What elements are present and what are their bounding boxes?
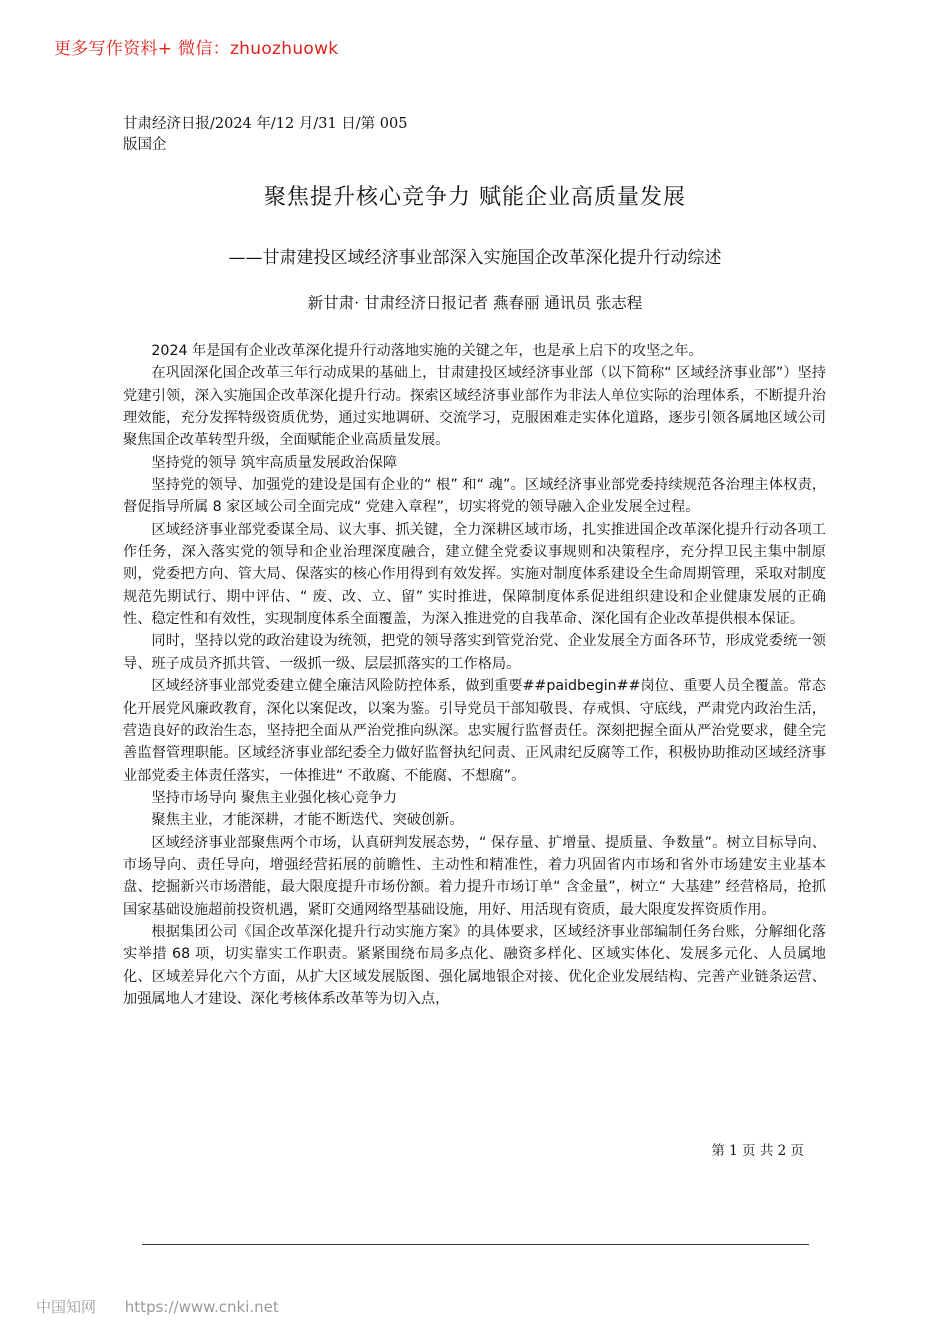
paragraph: 区域经济事业部党委建立健全廉洁风险防控体系，做到重要##paidbegin##岗位、重要人员全覆盖。常态化开展党风廉政教育，深化以案促改，以案为鉴。引导党员干部知敬畏、存戒惧、守底线，严肃党内政治生活，营造良好的政治生态，坚持把全面从严治党推向纵深。忠实履行监督责任。深刻把握全面从严治党要求，健全完善监督管理职能。区域经济事业部纪委全力做好监督执纪问责、正风肃纪反腐等工作，积极协助推动区域经济事业部党委主体责任落实，一体推进“ 不敢腐、不能腐、不想腐”。: [123, 678, 826, 784]
watermark-site: 中国知网: [36, 1298, 97, 1316]
paragraph: 2024 年是国有企业改革深化提升行动落地实施的关键之年，也是承上启下的攻坚之年。: [151, 343, 703, 359]
article-byline: 新甘肃· 甘肃经济日报记者 燕春丽 通讯员 张志程: [307, 294, 643, 312]
watermark: [36, 1296, 279, 1317]
article-body: [123, 340, 826, 1010]
paragraph: 区域经济事业部聚焦两个市场，认真研判发展态势，“ 保存量、扩增量、提质量、争数量”。树立目标导向、市场导向、责任导向，增强经营拓展的前瞻性、主动性和精准性，着力巩固省内市场和省外市场建安主业基本盘、挖掘新兴市场潜能，最大限度提升市场份额。着力提升市场订单“ 含金量”，树立“ 大基建” 经营格局，抢抓国家基础设施超前投资机遇，紧盯交通网络型基础设施，用好、用活现有资质，最大限度发挥资质作用。: [123, 834, 826, 918]
article-subtitle: ——甘肃建投区域经济事业部深入实施国企改革深化提升行动综述: [228, 248, 722, 268]
promo-banner: 更多写作资料+ 微信：zhuozhuowk: [54, 39, 339, 59]
page-number: 第 1 页 共 2 页: [711, 1143, 804, 1159]
paragraph: 同时，坚持以党的政治建设为统领，把党的领导落实到管党治党、企业发展全方面各环节，形成党委统一领导、班子成员齐抓共管、一级抓一级、层层抓落实的工作格局。: [123, 633, 826, 672]
paragraph: 区域经济事业部党委谋全局、议大事、抓关键，全力深耕区域市场，扎实推进国企改革深化提升行动各项工作任务，深入落实党的领导和企业治理深度融合，建立健全党委议事规则和决策程序，充分捍卫民主集中制原则，党委把方向、管大局、保落实的核心作用得到有效发挥。实施对制度体系建设全生命周期管理，采取对制度规范先期试行、期中评估、“ 废、改、立、留” 实时推进，保障制度体系促进组织建设和企业健康发展的正确性、稳定性和有效性，实现制度体系全面覆盖，为深入推进党的自我革命、深化国有企业改革提供根本保证。: [123, 521, 826, 628]
article-title: 聚焦提升核心竞争力 赋能企业高质量发展: [264, 185, 686, 210]
paragraph: 根据集团公司《国企改革深化提升行动实施方案》的具体要求，区域经济事业部编制任务台账，分解细化落实举措 68 项，切实靠实工作职责。紧紧围绕布局多点化、融资多样化、区域实体化、发展多元化、人员属地化、区域差异化六个方面，从扩大区域发展版图、强化属地银企对接、优化企业发展结构、完善产业链条运营、加强属地人才建设、深化考核体系改革等为切入点，: [123, 923, 826, 1007]
source-line: 版国企: [123, 137, 167, 153]
paragraph: 在巩固深化国企改革三年行动成果的基础上，甘肃建投区域经济事业部（以下简称“ 区域经济事业部”）坚持党建引领，深入实施国企改革深化提升行动。探索区域经济事业部作为非法人单位实际的治理体系，不断提升治理效能，充分发挥特级资质优势，通过实地调研、交流学习，克服困难走实体化道路，逐步引领各属地区域公司聚焦国企改革转型升级，全面赋能企业高质量发展。: [123, 365, 826, 449]
paragraph: 聚焦主业，才能深耕，才能不断迭代、突破创新。: [151, 812, 464, 829]
footer-divider: [142, 1244, 809, 1245]
paragraph: 坚持党的领导、加强党的建设是国有企业的“ 根” 和“ 魂”。区域经济事业部党委持续规范各治理主体权责，督促指导所属 8 家区域公司全面完成“ 党建入章程”，切实将党的领导融入企业发展全过程。: [123, 477, 826, 516]
section-heading: 坚持市场导向 聚焦主业强化核心竞争力: [151, 789, 398, 806]
section-heading: 坚持党的领导 筑牢高质量发展政治保障: [151, 454, 398, 471]
watermark-url: https://www.cnki.net: [124, 1298, 279, 1316]
source-info: [123, 114, 443, 156]
source-line: 甘肃经济日报/2024 年/12 月/31 日/第 005: [123, 116, 408, 132]
